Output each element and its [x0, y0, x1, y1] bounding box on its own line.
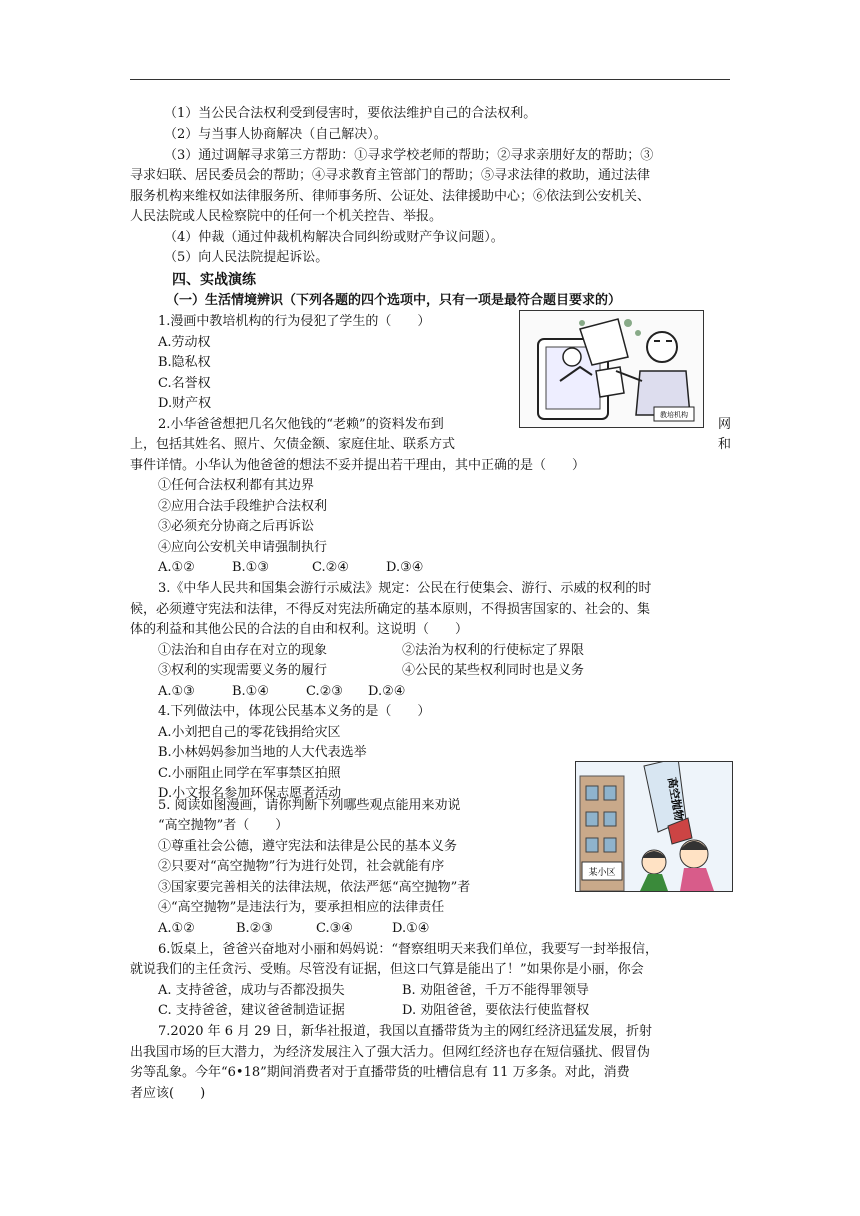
q2-item: ①任何合法权利都有其边界	[158, 478, 315, 493]
q1-cartoon-figure	[519, 310, 704, 428]
q5-choice: D.①④	[392, 921, 430, 936]
remedy-line: （4）仲裁（通过仲裁机构解决合同纠纷或财产争议问题）。	[164, 230, 504, 245]
q3-item: ②法治为权利的行使标定了界限	[402, 643, 585, 658]
q2-choice: A.①②	[158, 560, 195, 575]
remedy-line: 寻求妇联、居民委员会的帮助；④寻求教育主管部门的帮助；⑤寻求法律的救助，通过法律	[130, 168, 651, 183]
q6-option: A. 支持爸爸，成功与否都没损失	[158, 983, 345, 998]
q4-option: C.小丽阻止同学在军事禁区拍照	[158, 766, 341, 781]
q7-line: 出我国市场的巨大潜力，为经济发展注入了强大活力。但网红经济也存在短信骚扰、假冒伪	[130, 1045, 651, 1060]
q2-item: ②应用合法手段维护合法权利	[158, 499, 328, 514]
remedy-line: （3）通过调解寻求第三方帮助：①寻求学校老师的帮助；②寻求亲朋好友的帮助；③	[164, 148, 654, 163]
q1-option: D.财产权	[158, 396, 212, 411]
q3-line: 候，必须遵守宪法和法律，不得反对宪法所确定的基本原则，不得损害国家的、社会的、集	[130, 602, 651, 617]
q1-figure-label: 教培机构	[660, 411, 688, 419]
q6-option: B. 劝阻爸爸，千万不能得罪领导	[402, 983, 589, 998]
q5-line: “高空抛物”者（ ）	[158, 818, 289, 833]
q5-item: ③国家要完善相关的法律法规，依法严惩“高空抛物”者	[158, 880, 471, 895]
section-heading: 四、实战演练	[172, 272, 256, 288]
q3-choice: A.①③	[158, 684, 195, 699]
section-subheading: （一）生活情境辨识（下列各题的四个选项中，只有一项是最符合题目要求的）	[166, 293, 622, 308]
q7-line: 劣等乱象。今年“6•18”期间消费者对于直播带货的吐槽信息有 11 万多条。对此，消费	[130, 1065, 630, 1080]
q4-option: B.小林妈妈参加当地的人大代表选举	[158, 745, 367, 760]
q5-item: ④“高空抛物”是违法行为，要承担相应的法律责任	[158, 900, 445, 915]
q3-line: 3.《中华人民共和国集会游行示威法》规定：公民在行使集会、游行、示威的权利的时	[158, 581, 652, 596]
q5-item: ①尊重社会公德，遵守宪法和法律是公民的基本义务	[158, 839, 458, 854]
q3-item: ④公民的某些权利同时也是义务	[402, 663, 585, 678]
q4-option: A.小刘把自己的零花钱捐给灾区	[158, 725, 341, 740]
q4-stem: 4.下列做法中，体现公民基本义务的是（ ）	[158, 704, 431, 719]
q2-item: ③必须充分协商之后再诉讼	[158, 519, 315, 534]
q6-option: C. 支持爸爸，建议爸爸制造证据	[158, 1003, 345, 1018]
q5-figure-sign: 某小区	[588, 868, 616, 878]
q5-choice: C.③④	[316, 921, 353, 936]
q2-item: ④应向公安机关申请强制执行	[158, 540, 328, 555]
q2-choice: B.①③	[232, 560, 269, 575]
q3-choice: B.①④	[232, 684, 269, 699]
q2-line-edge: 网	[718, 417, 732, 432]
q2-line-edge: 和	[718, 437, 732, 452]
q6-line: 6.饭桌上，爸爸兴奋地对小丽和妈妈说：“督察组明天来我们单位，我要写一封举报信，	[158, 942, 659, 957]
q1-option: B.隐私权	[158, 355, 211, 370]
q6-option: D. 劝阻爸爸，要依法行使监督权	[402, 1003, 590, 1018]
q5-cartoon-illustration	[576, 762, 732, 891]
q5-choice: B.②③	[236, 921, 273, 936]
q2-line: 2.小华爸爸想把几名欠他钱的“老赖”的资料发布到	[158, 417, 444, 432]
header-rule	[130, 79, 730, 80]
q1-option: C.名誉权	[158, 376, 211, 391]
remedy-line: 人民法院或人民检察院中的任何一个机关控告、举报。	[130, 209, 443, 224]
q7-line: 7.2020 年 6 月 29 日，新华社报道，我国以直播带货为主的网红经济迅猛发展，折射	[158, 1024, 652, 1039]
q5-cartoon-figure	[575, 761, 733, 892]
q2-line: 上，包括其姓名、照片、欠债金额、家庭住址、联系方式	[130, 437, 456, 452]
q3-item: ③权利的实现需要义务的履行	[158, 663, 328, 678]
q6-line: 就说我们的主任贪污、受贿。尽管没有证据，但这口气算是能出了！”如果你是小丽，你会	[130, 962, 644, 977]
q3-item: ①法治和自由存在对立的现象	[158, 643, 328, 658]
q5-choice: A.①②	[158, 921, 195, 936]
q2-line: 事件详情。小华认为他爸爸的想法不妥并提出若干理由，其中正确的是（ ）	[130, 458, 586, 473]
q1-cartoon-illustration	[520, 311, 703, 427]
remedy-line: （1）当公民合法权利受到侵害时，要依法维护自己的合法权利。	[164, 106, 537, 121]
q3-choice: D.②④	[368, 684, 406, 699]
q5-figure-banner: 高空抛物	[665, 776, 686, 822]
remedy-line: （2）与当事人协商解决（自己解决）。	[164, 127, 387, 142]
q3-choice: C.②③	[306, 684, 343, 699]
q7-line: 者应该( )	[130, 1086, 206, 1101]
remedy-line: 服务机构来维权如法律服务所、律师事务所、公证处、法律援助中心；⑥依法到公安机关、	[130, 189, 651, 204]
q5-item: ②只要对“高空抛物”行为进行处罚，社会就能有序	[158, 859, 445, 874]
q3-line: 体的利益和其他公民的合法的自由和权利。这说明（ ）	[130, 622, 469, 637]
q1-stem: 1.漫画中教培机构的行为侵犯了学生的（ ）	[158, 314, 431, 329]
remedy-line: （5）向人民法院提起诉讼。	[164, 250, 329, 265]
q4-option: D.小文报名参加环保志愿者活动	[158, 786, 342, 801]
q2-choice: C.②④	[312, 560, 349, 575]
q1-option: A.劳动权	[158, 335, 211, 350]
q2-choice: D.③④	[386, 560, 424, 575]
q5-line: 5. 阅读如图漫画，请你判断下列哪些观点能用来劝说	[158, 798, 461, 813]
